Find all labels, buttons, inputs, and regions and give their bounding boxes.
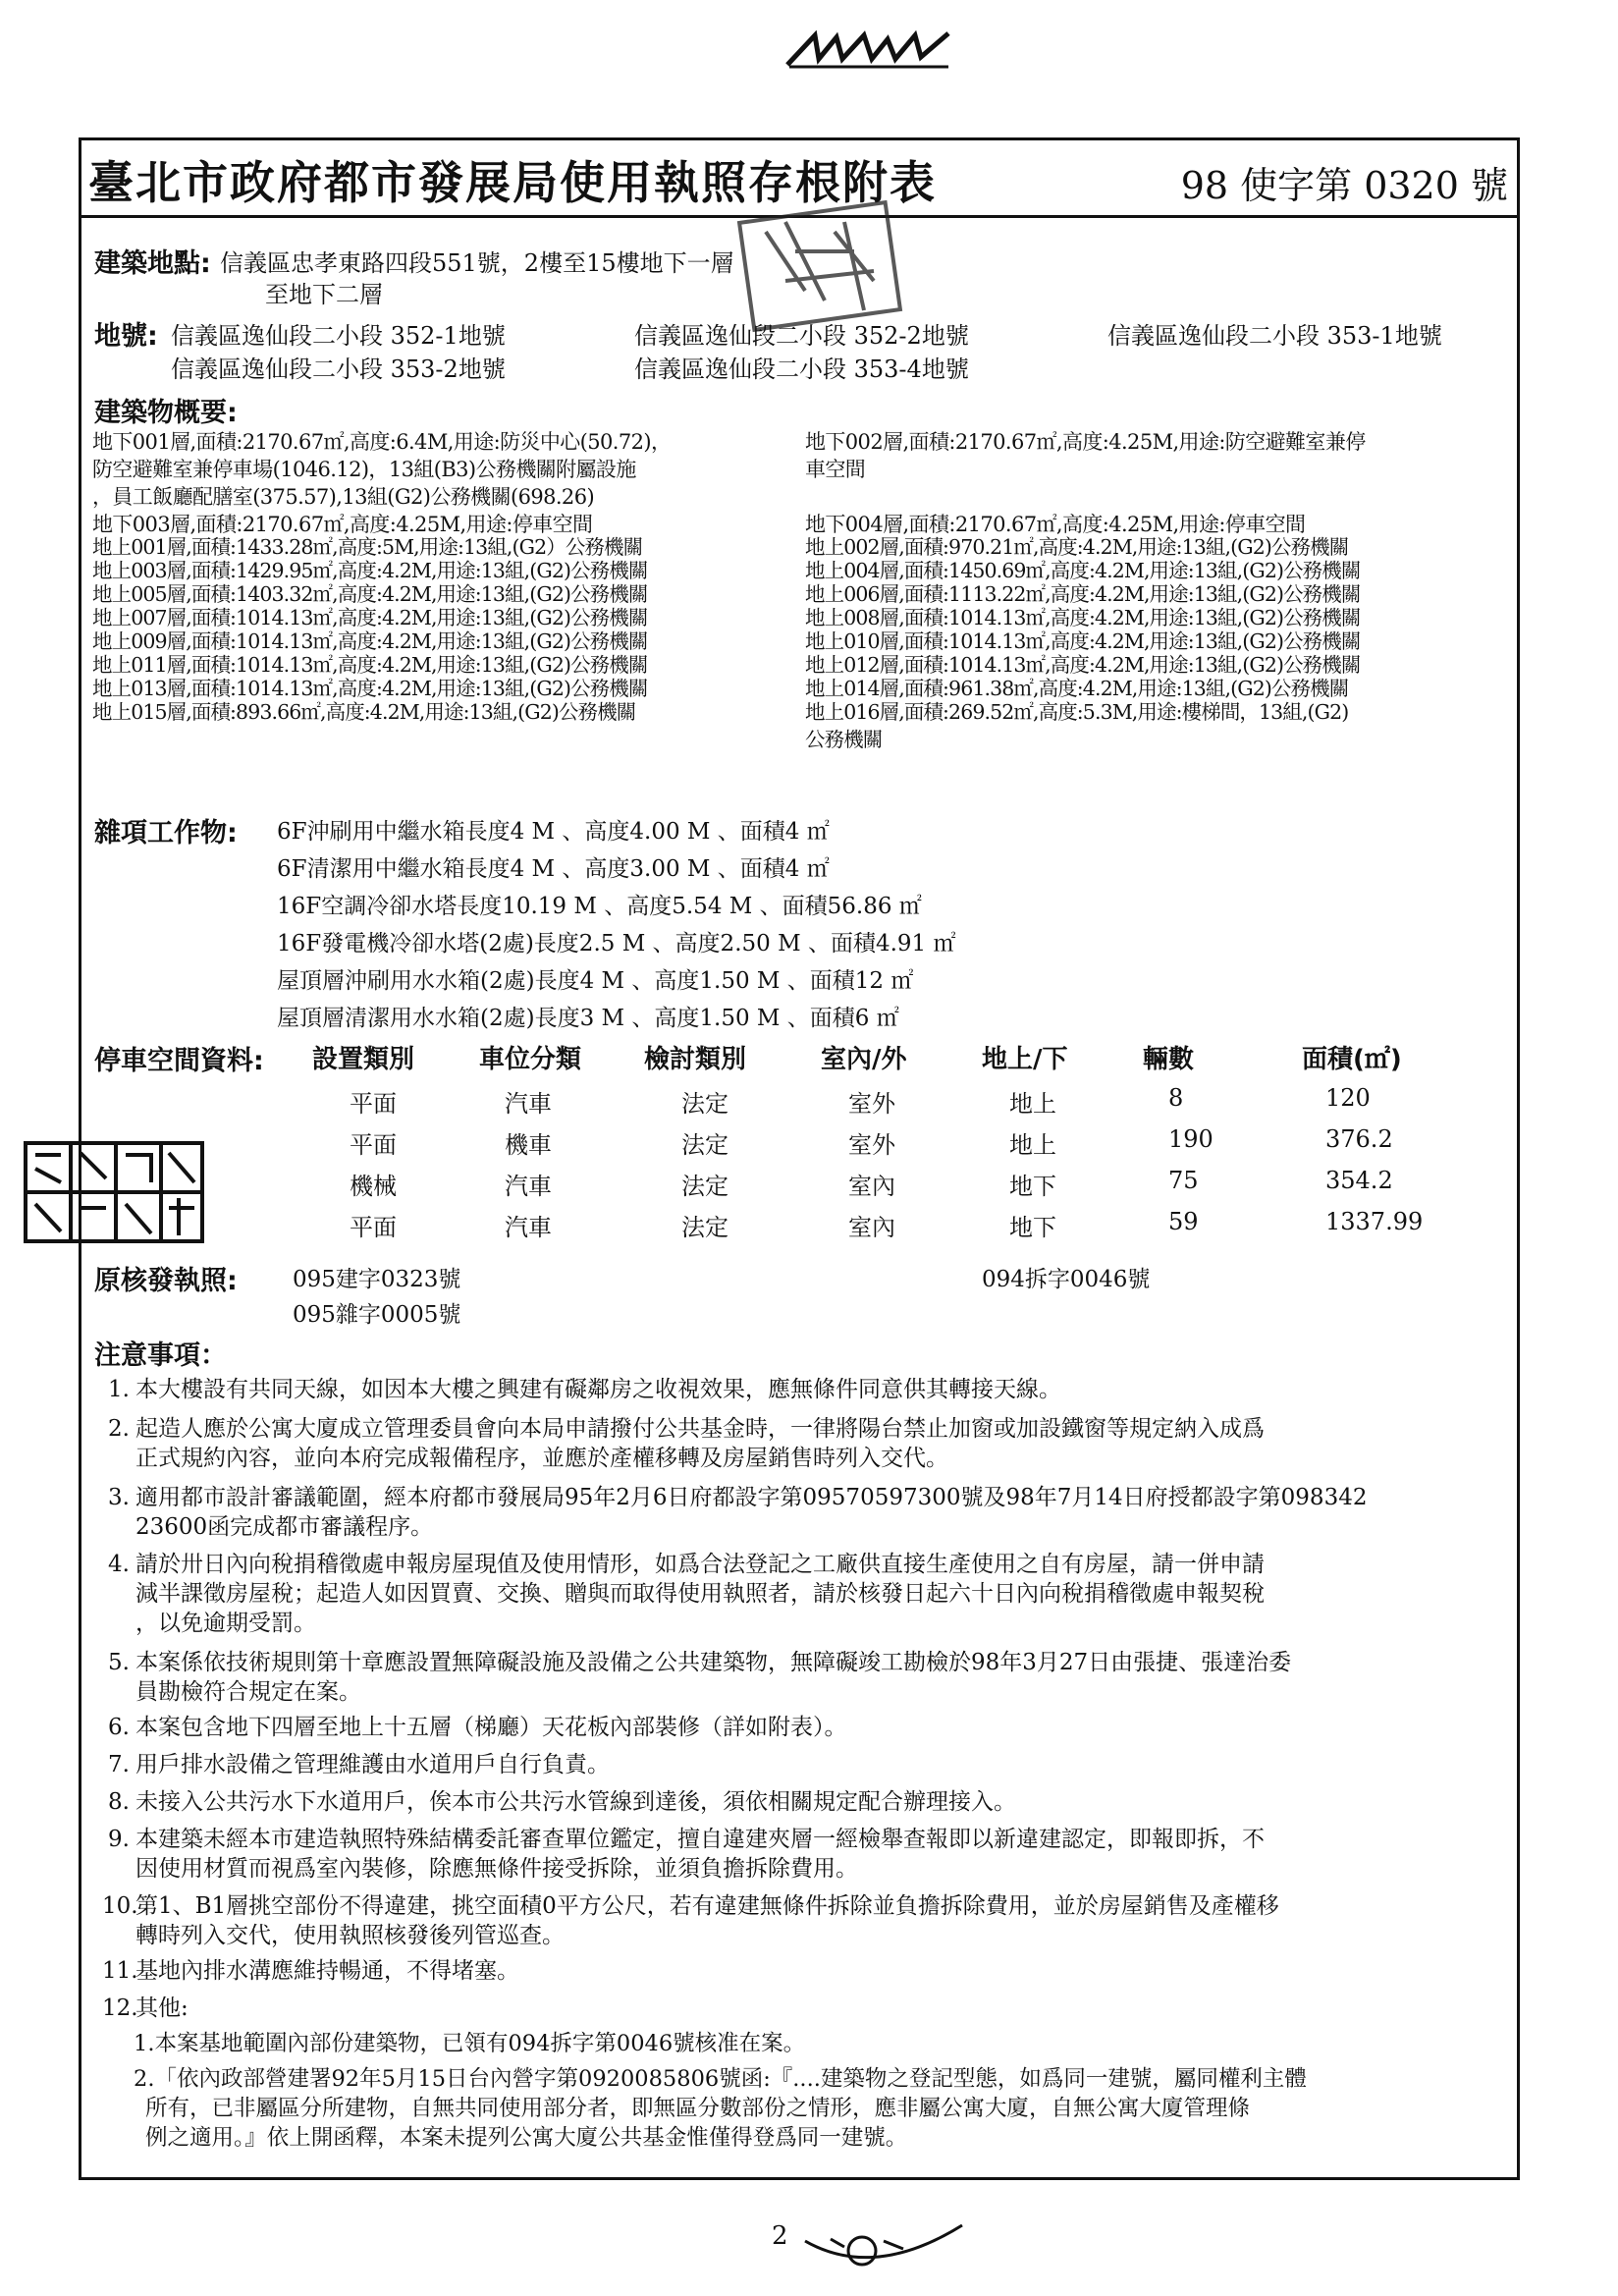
original-permits-label: 原核發執照: <box>94 1266 238 1296</box>
note-item <box>108 1825 1265 1884</box>
parking-cell: 8 <box>1168 1084 1184 1112</box>
parking-cell: 機車 <box>505 1131 552 1159</box>
permit-number: 98 使字第 0320 號 <box>1180 164 1508 207</box>
page-number: 2 <box>772 2221 788 2251</box>
note-text: 本案包含地下四層至地上十五層（梯廳）天花板內部裝修（詳如附表）。 <box>135 1715 847 1740</box>
site-label: 建築地點: <box>94 248 211 279</box>
misc-item: 屋頂層清潔用水水箱(2處)長度3 M 、高度1.50 M 、面積6 ㎡ <box>277 1006 899 1031</box>
other-sub-item: 1.本案基地範圍內部份建築物，已領有094拆字第0046號核准在案。 <box>134 2031 806 2056</box>
site-address-line2: 至地下二層 <box>265 281 383 308</box>
floor-b1-line2: 防空避難室兼停車場(1046.12)，13組(B3)公務機關附屬設施 <box>92 458 636 481</box>
sub-item-text: 2.「依內政部營建署92年5月15日台內營字第0920085806號函:『....建築物之登記型態，如爲同一建號，屬同權利主體 <box>134 2066 1307 2092</box>
note-text: 其他: <box>135 1995 189 2021</box>
parking-cell: 376.2 <box>1325 1125 1393 1153</box>
parking-cell: 120 <box>1325 1084 1371 1112</box>
floor-row-left: 地上007層,面積:1014.13㎡,高度:4.2M,用途:13組,(G2)公務機關 <box>92 606 648 629</box>
note-text: 本建築未經本市建造執照特殊結構委託審查單位鑑定，擅自違建夾層一經檢舉查報即以新違建認定，即報即拆，不 <box>135 1827 1265 1852</box>
note-number: 4. <box>108 1552 130 1577</box>
parking-cell: 法定 <box>681 1090 728 1118</box>
parking-header: 設置類別 <box>312 1045 415 1074</box>
parking-cell: 室內 <box>848 1173 895 1200</box>
parking-header: 車位分類 <box>479 1045 582 1074</box>
parking-cell: 75 <box>1168 1167 1199 1194</box>
site-address-line1: 信義區忠孝東路四段551號，2樓至15樓地下一層 <box>220 249 734 277</box>
side-seal-stamp <box>22 1139 208 1247</box>
parking-cell: 法定 <box>681 1131 728 1159</box>
note-number: 11. <box>102 1958 138 1984</box>
original-permit: 094拆字0046號 <box>982 1267 1151 1292</box>
parking-cell: 汽車 <box>505 1173 552 1200</box>
parking-cell: 汽車 <box>505 1090 552 1118</box>
note-text: 第1、B1層挑空部份不得違建，挑空面積0平方公尺，若有違建無條件拆除並負擔拆除費用，並於房屋銷售及產權移 <box>135 1893 1279 1919</box>
note-text: 適用都市設計審議範圍，經本府都市發展局95年2月6日府都設字第09570597300號及98年7月14日府授都設字第098342 <box>135 1485 1368 1510</box>
misc-item: 屋頂層沖刷用水水箱(2處)長度4 M 、高度1.50 M 、面積12 ㎡ <box>277 968 914 994</box>
floor-row-left: 地上009層,面積:1014.13㎡,高度:4.2M,用途:13組,(G2)公務機關 <box>92 629 648 653</box>
floor-row-left: 地上005層,面積:1403.32㎡,高度:4.2M,用途:13組,(G2)公務機關 <box>92 582 648 606</box>
lot-item: 信義區逸仙段二小段 353-2地號 <box>171 355 506 383</box>
misc-item: 16F發電機冷卻水塔(2處)長度2.5 M 、高度2.50 M 、面積4.91 ㎡ <box>277 931 956 957</box>
misc-label: 雜項工作物: <box>94 818 238 848</box>
overview-label: 建築物概要: <box>94 398 238 428</box>
note-text: 減半課徵房屋稅；起造人如因買賣、交換、贈與而取得使用執照者，請於核發日起六十日內向稅捐稽徵處申報契稅 <box>135 1581 1265 1607</box>
floor-row-right: 地上016層,面積:269.52㎡,高度:5.3M,用途:樓梯間，13組,(G2) <box>805 700 1349 724</box>
parking-cell: 地下 <box>1009 1173 1056 1200</box>
parking-cell: 汽車 <box>505 1214 552 1241</box>
note-number: 7. <box>108 1752 130 1777</box>
footer-seal-mark <box>776 2221 972 2280</box>
note-text: 請於卅日內向稅捐稽徵處申報房屋現值及使用情形，如爲合法登記之工廠供直接生產使用之自有房屋，請一併申請 <box>135 1552 1265 1577</box>
parking-cell: 地上 <box>1009 1131 1056 1159</box>
note-text: 用戶排水設備之管理維護由水道用戶自行負責。 <box>135 1752 610 1777</box>
parking-cell: 室外 <box>848 1090 895 1118</box>
parking-cell: 法定 <box>681 1173 728 1200</box>
note-number: 6. <box>108 1715 130 1740</box>
note-item <box>108 1787 1016 1817</box>
note-number: 10. <box>102 1893 138 1919</box>
sub-item-text: 所有，已非屬區分所建物，自無共同使用部分者，即無區分數部份之情形，應非屬公寓大廈，自無公寓大廈管理條 <box>145 2096 1251 2121</box>
note-item <box>102 1956 519 1986</box>
note-text: 本大樓設有共同天線，如因本大樓之興建有礙鄰房之收視效果，應無條件同意供其轉接天線。 <box>135 1377 1061 1402</box>
note-text: 本案係依技術規則第十章應設置無障礙設施及設備之公共建築物，無障礙竣工勘檢於98年3月27日由張捷、張達治委 <box>135 1650 1292 1675</box>
misc-item: 6F沖刷用中繼水箱長度4 M 、高度4.00 M 、面積4 ㎡ <box>277 819 830 845</box>
note-text: ，以免逾期受罰。 <box>135 1611 316 1636</box>
misc-item: 6F清潔用中繼水箱長度4 M 、高度3.00 M 、面積4 ㎡ <box>277 856 830 882</box>
parking-cell: 平面 <box>350 1131 397 1159</box>
note-item <box>102 1994 189 2023</box>
parking-cell: 59 <box>1168 1208 1199 1235</box>
floor-row-left: 地上015層,面積:893.66㎡,高度:4.2M,用途:13組,(G2)公務機關 <box>92 700 636 724</box>
note-number: 3. <box>108 1485 130 1510</box>
original-permit: 095建字0323號 <box>293 1267 461 1292</box>
note-item <box>108 1414 1265 1473</box>
lot-item: 信義區逸仙段二小段 353-1地號 <box>1107 322 1442 350</box>
floor-b1-line1: 地下001層,面積:2170.67㎡,高度:6.4M,用途:防災中心(50.72)， <box>92 430 672 454</box>
page-title: 臺北市政府都市發展局使用執照存根附表 <box>88 156 937 209</box>
note-number: 5. <box>108 1650 130 1675</box>
floor-row-right: 地上006層,面積:1113.22㎡,高度:4.2M,用途:13組,(G2)公務機關 <box>805 582 1361 606</box>
note-number: 8. <box>108 1789 130 1815</box>
lots-label: 地號: <box>94 321 158 352</box>
note-number: 1. <box>108 1377 130 1402</box>
note-item <box>108 1648 1291 1707</box>
note-item <box>108 1750 610 1779</box>
lot-item: 信義區逸仙段二小段 353-4地號 <box>634 355 969 383</box>
parking-cell: 地下 <box>1009 1214 1056 1241</box>
parking-cell: 平面 <box>350 1090 397 1118</box>
floor-row-right: 地上012層,面積:1014.13㎡,高度:4.2M,用途:13組,(G2)公務機關 <box>805 653 1361 677</box>
floor-row-right: 地上014層,面積:961.38㎡,高度:4.2M,用途:13組,(G2)公務機關 <box>805 677 1349 700</box>
lot-item: 信義區逸仙段二小段 352-1地號 <box>171 322 506 350</box>
parking-label: 停車空間資料: <box>94 1046 264 1076</box>
notes-label: 注意事項： <box>94 1340 227 1371</box>
note-text: 轉時列入交代，使用執照核發後列管巡查。 <box>135 1923 565 1948</box>
floor-b4: 地下004層,面積:2170.67㎡,高度:4.25M,用途:停車空間 <box>805 513 1306 536</box>
header-seal-mark <box>785 29 952 69</box>
floor-b2-line1: 地下002層,面積:2170.67㎡,高度:4.25M,用途:防空避難室兼停 <box>805 430 1366 454</box>
note-text: 因使用材質而視爲室內裝修，除應無條件接受拆除，並須負擔拆除費用。 <box>135 1856 858 1882</box>
floor-row-right: 地上004層,面積:1450.69㎡,高度:4.2M,用途:13組,(G2)公務機關 <box>805 559 1361 582</box>
parking-header: 地上/下 <box>982 1045 1068 1074</box>
floor-row-right-tail: 公務機關 <box>805 728 883 751</box>
other-sub-item <box>134 2064 1307 2153</box>
note-number: 12. <box>102 1995 138 2021</box>
floor-b2-line2: 車空間 <box>805 458 866 481</box>
note-text: 正式規約內容，並向本府完成報備程序，並應於產權移轉及房屋銷售時列入交代。 <box>135 1446 948 1471</box>
parking-header: 面積(㎡) <box>1302 1045 1402 1074</box>
floor-row-left: 地上001層,面積:1433.28㎡,高度:5M,用途:13組,(G2）公務機關 <box>92 535 643 559</box>
floor-row-right: 地上008層,面積:1014.13㎡,高度:4.2M,用途:13組,(G2)公務機關 <box>805 606 1361 629</box>
parking-cell: 室外 <box>848 1131 895 1159</box>
note-text: 未接入公共污水下水道用戶，俟本市公共污水管線到達後，須依相關規定配合辦理接入。 <box>135 1789 1016 1815</box>
floor-row-right: 地上010層,面積:1014.13㎡,高度:4.2M,用途:13組,(G2)公務機關 <box>805 629 1361 653</box>
note-item <box>108 1713 847 1742</box>
note-item <box>102 1891 1279 1950</box>
parking-cell: 室內 <box>848 1214 895 1241</box>
parking-cell: 機械 <box>350 1173 397 1200</box>
parking-cell: 地上 <box>1009 1090 1056 1118</box>
parking-cell: 法定 <box>681 1214 728 1241</box>
lot-item: 信義區逸仙段二小段 352-2地號 <box>634 322 969 350</box>
misc-item: 16F空調冷卻水塔長度10.19 M 、高度5.54 M 、面積56.86 ㎡ <box>277 894 922 919</box>
floor-row-right: 地上002層,面積:970.21㎡,高度:4.2M,用途:13組,(G2)公務機關 <box>805 535 1349 559</box>
floor-b3: 地下003層,面積:2170.67㎡,高度:4.25M,用途:停車空間 <box>92 513 593 536</box>
parking-cell: 190 <box>1168 1125 1214 1153</box>
original-permit: 095雜字0005號 <box>293 1302 461 1328</box>
note-text: 23600函完成都市審議程序。 <box>135 1514 434 1540</box>
parking-cell: 平面 <box>350 1214 397 1241</box>
parking-cell: 1337.99 <box>1325 1208 1424 1235</box>
sub-item-text: 例之適用。』依上開函釋，本案未提列公寓大廈公共基金惟僅得登爲同一建號。 <box>145 2125 908 2151</box>
floor-row-left: 地上003層,面積:1429.95㎡,高度:4.2M,用途:13組,(G2)公務機關 <box>92 559 648 582</box>
note-number: 2. <box>108 1416 130 1442</box>
note-text: 起造人應於公寓大廈成立管理委員會向本局申請撥付公共基金時，一律將陽台禁止加窗或加設鐵窗等規定納入成爲 <box>135 1416 1265 1442</box>
floor-b1-line3: ，員工飯廳配膳室(375.57),13組(G2)公務機關(698.26) <box>92 485 595 509</box>
note-item <box>108 1483 1367 1542</box>
note-item <box>108 1375 1061 1404</box>
parking-header: 檢討類別 <box>644 1045 747 1074</box>
parking-cell: 354.2 <box>1325 1167 1393 1194</box>
note-item <box>108 1550 1265 1638</box>
note-number: 9. <box>108 1827 130 1852</box>
note-text: 員勘檢符合規定在案。 <box>135 1679 361 1705</box>
parking-header: 室內/外 <box>821 1045 907 1074</box>
floor-row-left: 地上013層,面積:1014.13㎡,高度:4.2M,用途:13組,(G2)公務機關 <box>92 677 648 700</box>
note-text: 基地內排水溝應維持暢通，不得堵塞。 <box>135 1958 519 1984</box>
floor-row-left: 地上011層,面積:1014.13㎡,高度:4.2M,用途:13組,(G2)公務機關 <box>92 653 648 677</box>
parking-header: 輛數 <box>1143 1045 1195 1074</box>
